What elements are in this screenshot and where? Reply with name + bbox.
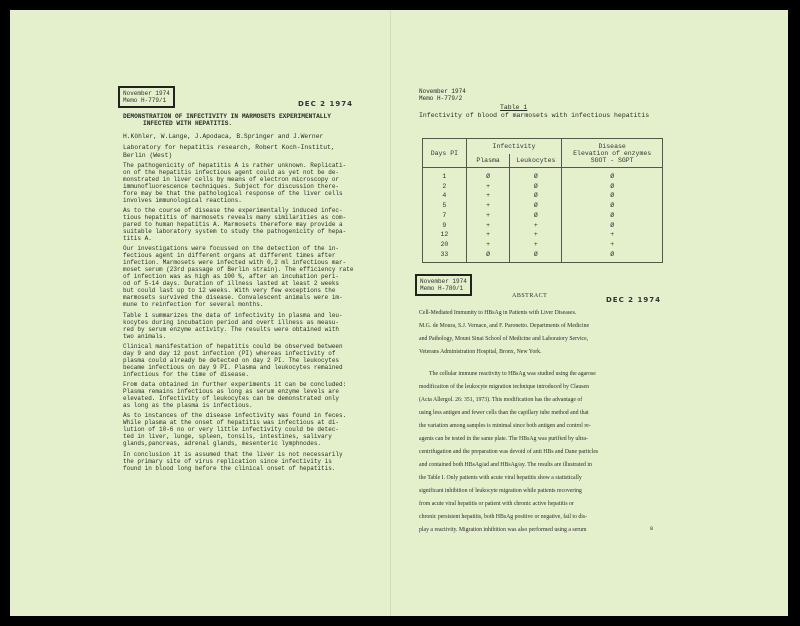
paragraph-4 [123, 312, 383, 340]
abstract-line: and contained both HBsAg/ad and HBsAg/ay. The results are illustrated in [419, 462, 592, 468]
abstract-line: The cellular immune reactivity to HBsAg was studied using the agarose [419, 371, 596, 377]
cell-plasma: + [466, 201, 510, 211]
cell-day: 12 [423, 230, 467, 240]
paragraph-5 [123, 343, 383, 378]
abstract-line: play a reactivity. Migration inhibition was also performed using a serum [419, 527, 587, 533]
abstract-line: the Table I. Only patients with acute viral hepatitis show a statistically [419, 475, 582, 481]
abstract-line: Veterans Administration Hospital, Bronx, New York. [419, 349, 542, 355]
cell-disease: Ø [562, 250, 663, 263]
cell-plasma: + [466, 230, 510, 240]
text-line: From data obtained in further experiments it can be concluded: [123, 381, 347, 388]
text-line: suitable laboratory system to study the pathogenicity of hepa- [123, 228, 347, 235]
paragraph-6 [123, 381, 383, 409]
text-line: of infection was as high as 100 %, after an incubation peri- [123, 273, 340, 280]
table-row [423, 168, 663, 182]
header-disease-line: SGOT - SGPT [590, 156, 634, 164]
affiliation-line: Laboratory for hepatitis research, Robert Koch-Institut, [123, 144, 335, 151]
text-line: glands,pancreas, adrenal glands, mesenteric lymphnodes. [123, 440, 322, 447]
text-line: as long as the plasma is infectious. [123, 402, 253, 409]
cell-disease: Ø [562, 168, 663, 182]
cell-leukocytes: Ø [510, 250, 562, 263]
authors: H.Köhler, W.Lange, J.Apodaca, B.Springer and J.Werner [123, 133, 324, 140]
cell-plasma: + [466, 240, 510, 250]
text-line: monstrated in liver cells by means of electron microscopy or [123, 176, 340, 183]
abstract-line: using less antigen and fewer cells than the capillary tube method and that [419, 410, 589, 416]
text-line: od of 5-14 days. Duration of illness lasted at least 2 weeks [123, 280, 340, 287]
text-line: infection. Marmosets were infected with 0,2 ml infectious mar- [123, 259, 347, 266]
cell-leukocytes: + [510, 240, 562, 250]
text-line: infectious for the time of disease. [123, 371, 250, 378]
received-stamp-right: DEC 2 1974 [606, 296, 661, 304]
paragraph-7 [123, 412, 383, 447]
cell-plasma: + [466, 221, 510, 231]
cell-leukocytes: Ø [510, 168, 562, 182]
memo-box-left [118, 86, 175, 108]
abstract-line: and Pathology, Mount Sinai School of Medicine and Laboratory Service, [419, 336, 589, 342]
abstract-line: Cell-Mediated Immunity to HBsAg in Patients with Liver Diseases. [419, 310, 577, 316]
cell-plasma: + [466, 182, 510, 192]
text-line: day 9 and day 12 post infection (PI) whereas infectivity of [123, 350, 336, 357]
memo-header-right [419, 88, 466, 102]
abstract-line: from acute viral hepatitis or patient with chronic active hepatitis or [419, 501, 574, 507]
paragraph-3 [123, 245, 383, 308]
text-line: Plasma remains infectious as long as serum enzyme levels are [123, 388, 340, 395]
header-infectivity: Infectivity [466, 139, 562, 154]
memo-number: Memo H-779/2 [419, 95, 463, 102]
abstract-line: the variation among samples is minimal since both antigen and control re- [419, 423, 591, 429]
paragraph-2 [123, 207, 383, 242]
cell-plasma: + [466, 191, 510, 201]
text-line: involves immunological reactions. [123, 197, 242, 204]
abstract-line: modification of the leukocyte migration technique introduced by Clausen [419, 384, 589, 390]
text-line: but could last up to 12 weeks. With very few exceptions the [123, 287, 336, 294]
table-row [423, 201, 663, 211]
text-line: became infectious on day 9 PI. Plasma and leukocytes remained [123, 364, 343, 371]
text-line: fore may be that the pathological response of the liver cells [123, 190, 343, 197]
page-number: 8 [650, 526, 654, 532]
cell-day: 5 [423, 201, 467, 211]
cell-leukocytes: Ø [510, 182, 562, 192]
table-row [423, 211, 663, 221]
table-row [423, 230, 663, 240]
document-page [10, 10, 788, 616]
text-line: moset serum (23rd passage of Berlin strain). The efficiency rate [123, 266, 354, 273]
title-line: DEMONSTRATION OF INFECTIVITY IN MARMOSETS EXPERIMENTALLY [123, 113, 331, 120]
cell-day: 33 [423, 250, 467, 263]
memo-number: Memo H-780/1 [420, 285, 464, 292]
text-line: In conclusion it is assumed that the liver is not necessarily [123, 451, 343, 458]
cell-disease: Ø [562, 211, 663, 221]
paragraph-8 [123, 451, 383, 472]
cell-disease: + [562, 230, 663, 240]
memo-date: November 1974 [123, 90, 170, 97]
header-disease-line: Elevation of enzymes [573, 149, 652, 157]
table-row [423, 221, 663, 231]
cell-leukocytes: Ø [510, 201, 562, 211]
abstract-line [419, 359, 659, 368]
text-line: pared to human hepatitis A. Marmosets therefore may provide a [123, 221, 343, 228]
abstract-line: M.G. de Moura, S.J. Vernace, and F. Paronetto. Departments of Medicine [419, 323, 590, 329]
cell-day: 9 [423, 221, 467, 231]
text-line: Clinical manifestation of hepatitis could be observed between [123, 343, 343, 350]
text-line: While plasma at the onset of hepatitis was infectious at di- [123, 419, 340, 426]
cell-disease: Ø [562, 221, 663, 231]
abstract-line: significant inhibition of leukocyte migration while patients recovering [419, 488, 582, 494]
text-line: red by serum enzyme activity. The results were obtained with [123, 326, 340, 333]
header-leukocytes: Leukocytes [510, 154, 562, 168]
cell-plasma: Ø [466, 250, 510, 263]
header-disease-line: Disease [598, 142, 626, 150]
cell-leukocytes: + [510, 230, 562, 240]
text-line: on of the hepatitis infectious agent could as yet not be de- [123, 169, 340, 176]
text-line: mune to reinfection for several months. [123, 301, 264, 308]
text-line: lution of 10-6 no or very little infectivity could be detec- [123, 426, 340, 433]
abstract-line: centrifugation and the preparation was devoid of anti HBs and Dane particles [419, 449, 599, 455]
table-label: Table 1 [500, 104, 528, 111]
page-fold-line [390, 10, 391, 616]
header-disease [562, 139, 663, 168]
memo-date: November 1974 [419, 88, 466, 95]
affiliation-line: Berlin (West) [123, 152, 173, 159]
text-line: ted in liver, lunge, spleen, tonsils, intestines, salivary [123, 433, 332, 440]
table-row [423, 182, 663, 192]
cell-day: 2 [423, 182, 467, 192]
text-line: two animals. [123, 333, 167, 340]
text-line: The pathogenicity of hepatitis A is rather unknown. Replicati- [123, 162, 347, 169]
cell-leukocytes: Ø [510, 211, 562, 221]
text-line: found in blood long before the clinical onset of hepatitis. [123, 465, 336, 472]
cell-disease: Ø [562, 201, 663, 211]
text-line: plasma could already be detected on day 2 PI. The leukocytes [123, 357, 340, 364]
table-caption: Infectivity of blood of marmosets with infectious hepatitis [419, 112, 650, 119]
header-days-pi: Days PI [423, 139, 467, 168]
abstract-line: agents can be tested in the same plate. The HBsAg was purified by ultra- [419, 436, 588, 442]
cell-disease: Ø [562, 182, 663, 192]
text-line: marmosets survived the disease. Convalescent animals were im- [123, 294, 343, 301]
text-line: Our investigations were focussed on the detection of the in- [123, 245, 340, 252]
cell-plasma: Ø [466, 168, 510, 182]
affiliation [123, 144, 335, 160]
memo-box-abstract [415, 274, 472, 296]
abstract-body [419, 307, 659, 537]
header-plasma: Plasma [466, 154, 510, 168]
cell-day: 1 [423, 168, 467, 182]
abstract-line: (Acta Allergol. 26: 351, 1973). This modification has the advantage of [419, 397, 583, 403]
received-stamp-left: DEC 2 1974 [298, 100, 353, 108]
text-line: As to instances of the disease infectivity was found in feces. [123, 412, 347, 419]
cell-day: 20 [423, 240, 467, 250]
cell-leukocytes: + [510, 221, 562, 231]
text-line: fectious agent in different organs at different times after [123, 252, 336, 259]
paper-title [123, 113, 331, 127]
text-line: tious hepatitis of marmosets reveals many similarities as com- [123, 214, 347, 221]
text-line: As to the course of disease the experimentally induced infec- [123, 207, 343, 214]
memo-number: Memo H-779/1 [123, 97, 167, 104]
text-line: immunofluorescence techniques. Subject for discussion there- [123, 183, 340, 190]
cell-day: 4 [423, 191, 467, 201]
cell-plasma: + [466, 211, 510, 221]
text-line: titis A. [123, 235, 152, 242]
abstract-line: chronic persistent hepatitis, both HBsAg positive or negative, fail to dis- [419, 514, 588, 520]
memo-date: November 1974 [420, 278, 467, 285]
cell-leukocytes: Ø [510, 191, 562, 201]
table-row [423, 250, 663, 263]
text-line: Table 1 summarizes the data of infectivity in plasma and leu- [123, 312, 343, 319]
text-line: kocytes during incubation period and overt illness as measu- [123, 319, 340, 326]
cell-disease: Ø [562, 191, 663, 201]
abstract-heading: ABSTRACT [512, 293, 548, 299]
text-line: elevated. Infectivity of leukocytes can be demonstrated only [123, 395, 340, 402]
infectivity-table [422, 138, 663, 263]
table-row [423, 240, 663, 250]
cell-disease: + [562, 240, 663, 250]
text-line: the primary site of virus replication since infectivity is [123, 458, 332, 465]
title-line: INFECTED WITH HEPATITIS. [143, 120, 233, 127]
paragraph-1 [123, 162, 383, 204]
cell-day: 7 [423, 211, 467, 221]
table-row [423, 191, 663, 201]
